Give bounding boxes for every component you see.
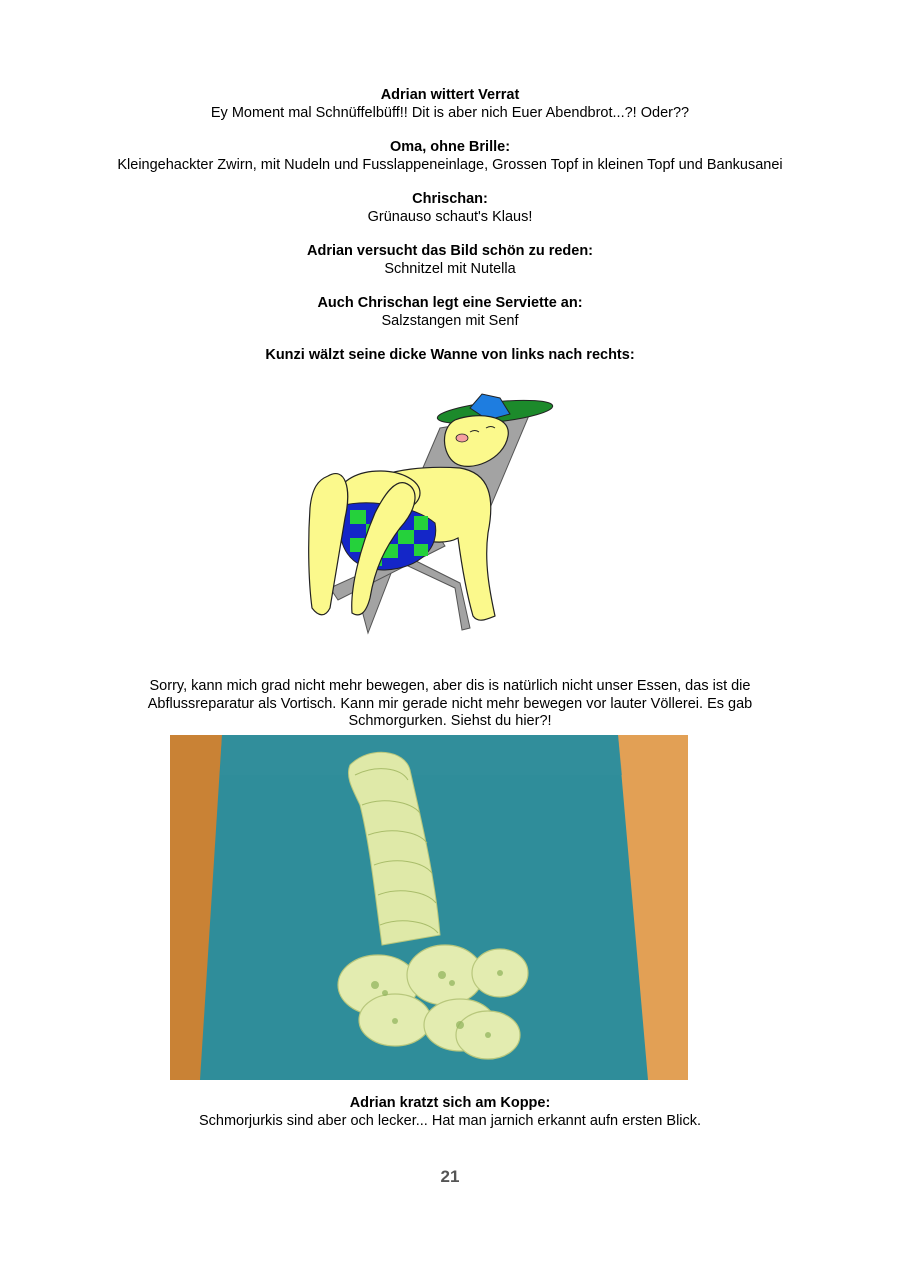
dialog-text: Salzstangen mit Senf — [381, 312, 519, 329]
speaker-name: Auch Chrischan legt eine Serviette an: — [317, 295, 583, 311]
dialog-block-3 — [60, 191, 840, 226]
middle-paragraph — [60, 678, 840, 731]
speaker-name: Oma, ohne Brille: — [389, 139, 511, 155]
cucumber-photo — [170, 735, 688, 1080]
dialog-text: Schmorjurkis sind aber och lecker... Hat man jarnich erkannt aufn ersten Blick. — [198, 1112, 702, 1129]
paragraph-line: Schmorgurken. Siehst du hier?! — [348, 713, 552, 729]
dialog-text: Grünauso schaut's Klaus! — [367, 208, 533, 225]
cartoon-illustration — [290, 388, 560, 638]
paragraph-line: Sorry, kann mich grad nicht mehr bewegen, aber dis is natürlich nicht unser Essen, das ist die — [149, 678, 751, 694]
dialog-text: Kleingehackter Zwirn, mit Nudeln und Fusslappeneinlage, Grossen Topf in kleinen Topf und Bankusanei — [117, 156, 783, 173]
page-number: 21 — [440, 1167, 460, 1186]
closing-dialog — [60, 1095, 840, 1130]
speaker-name: Chrischan: — [412, 191, 488, 207]
paragraph-line: Abflussreparatur als Vortisch. Kann mir gerade nicht mehr bewegen vor lauter Völlerei. Es gab — [147, 695, 753, 712]
speaker-name: Adrian wittert Verrat — [380, 87, 520, 103]
dialog-block-4 — [60, 243, 840, 278]
dialog-block-2 — [60, 139, 840, 174]
speaker-name: Kunzi wälzt seine dicke Wanne von links nach rechts: — [265, 347, 635, 363]
speaker-name: Adrian kratzt sich am Koppe: — [349, 1095, 551, 1111]
dialog-text: Ey Moment mal Schnüffelbüff!! Dit is aber nich Euer Abendbrot...?! Oder?? — [210, 104, 690, 121]
dialog-block-1 — [60, 87, 840, 122]
dialog-text: Schnitzel mit Nutella — [384, 260, 516, 277]
speaker-name: Adrian versucht das Bild schön zu reden: — [306, 243, 594, 259]
dialog-block-6 — [60, 347, 840, 365]
dialog-block-5 — [60, 295, 840, 330]
